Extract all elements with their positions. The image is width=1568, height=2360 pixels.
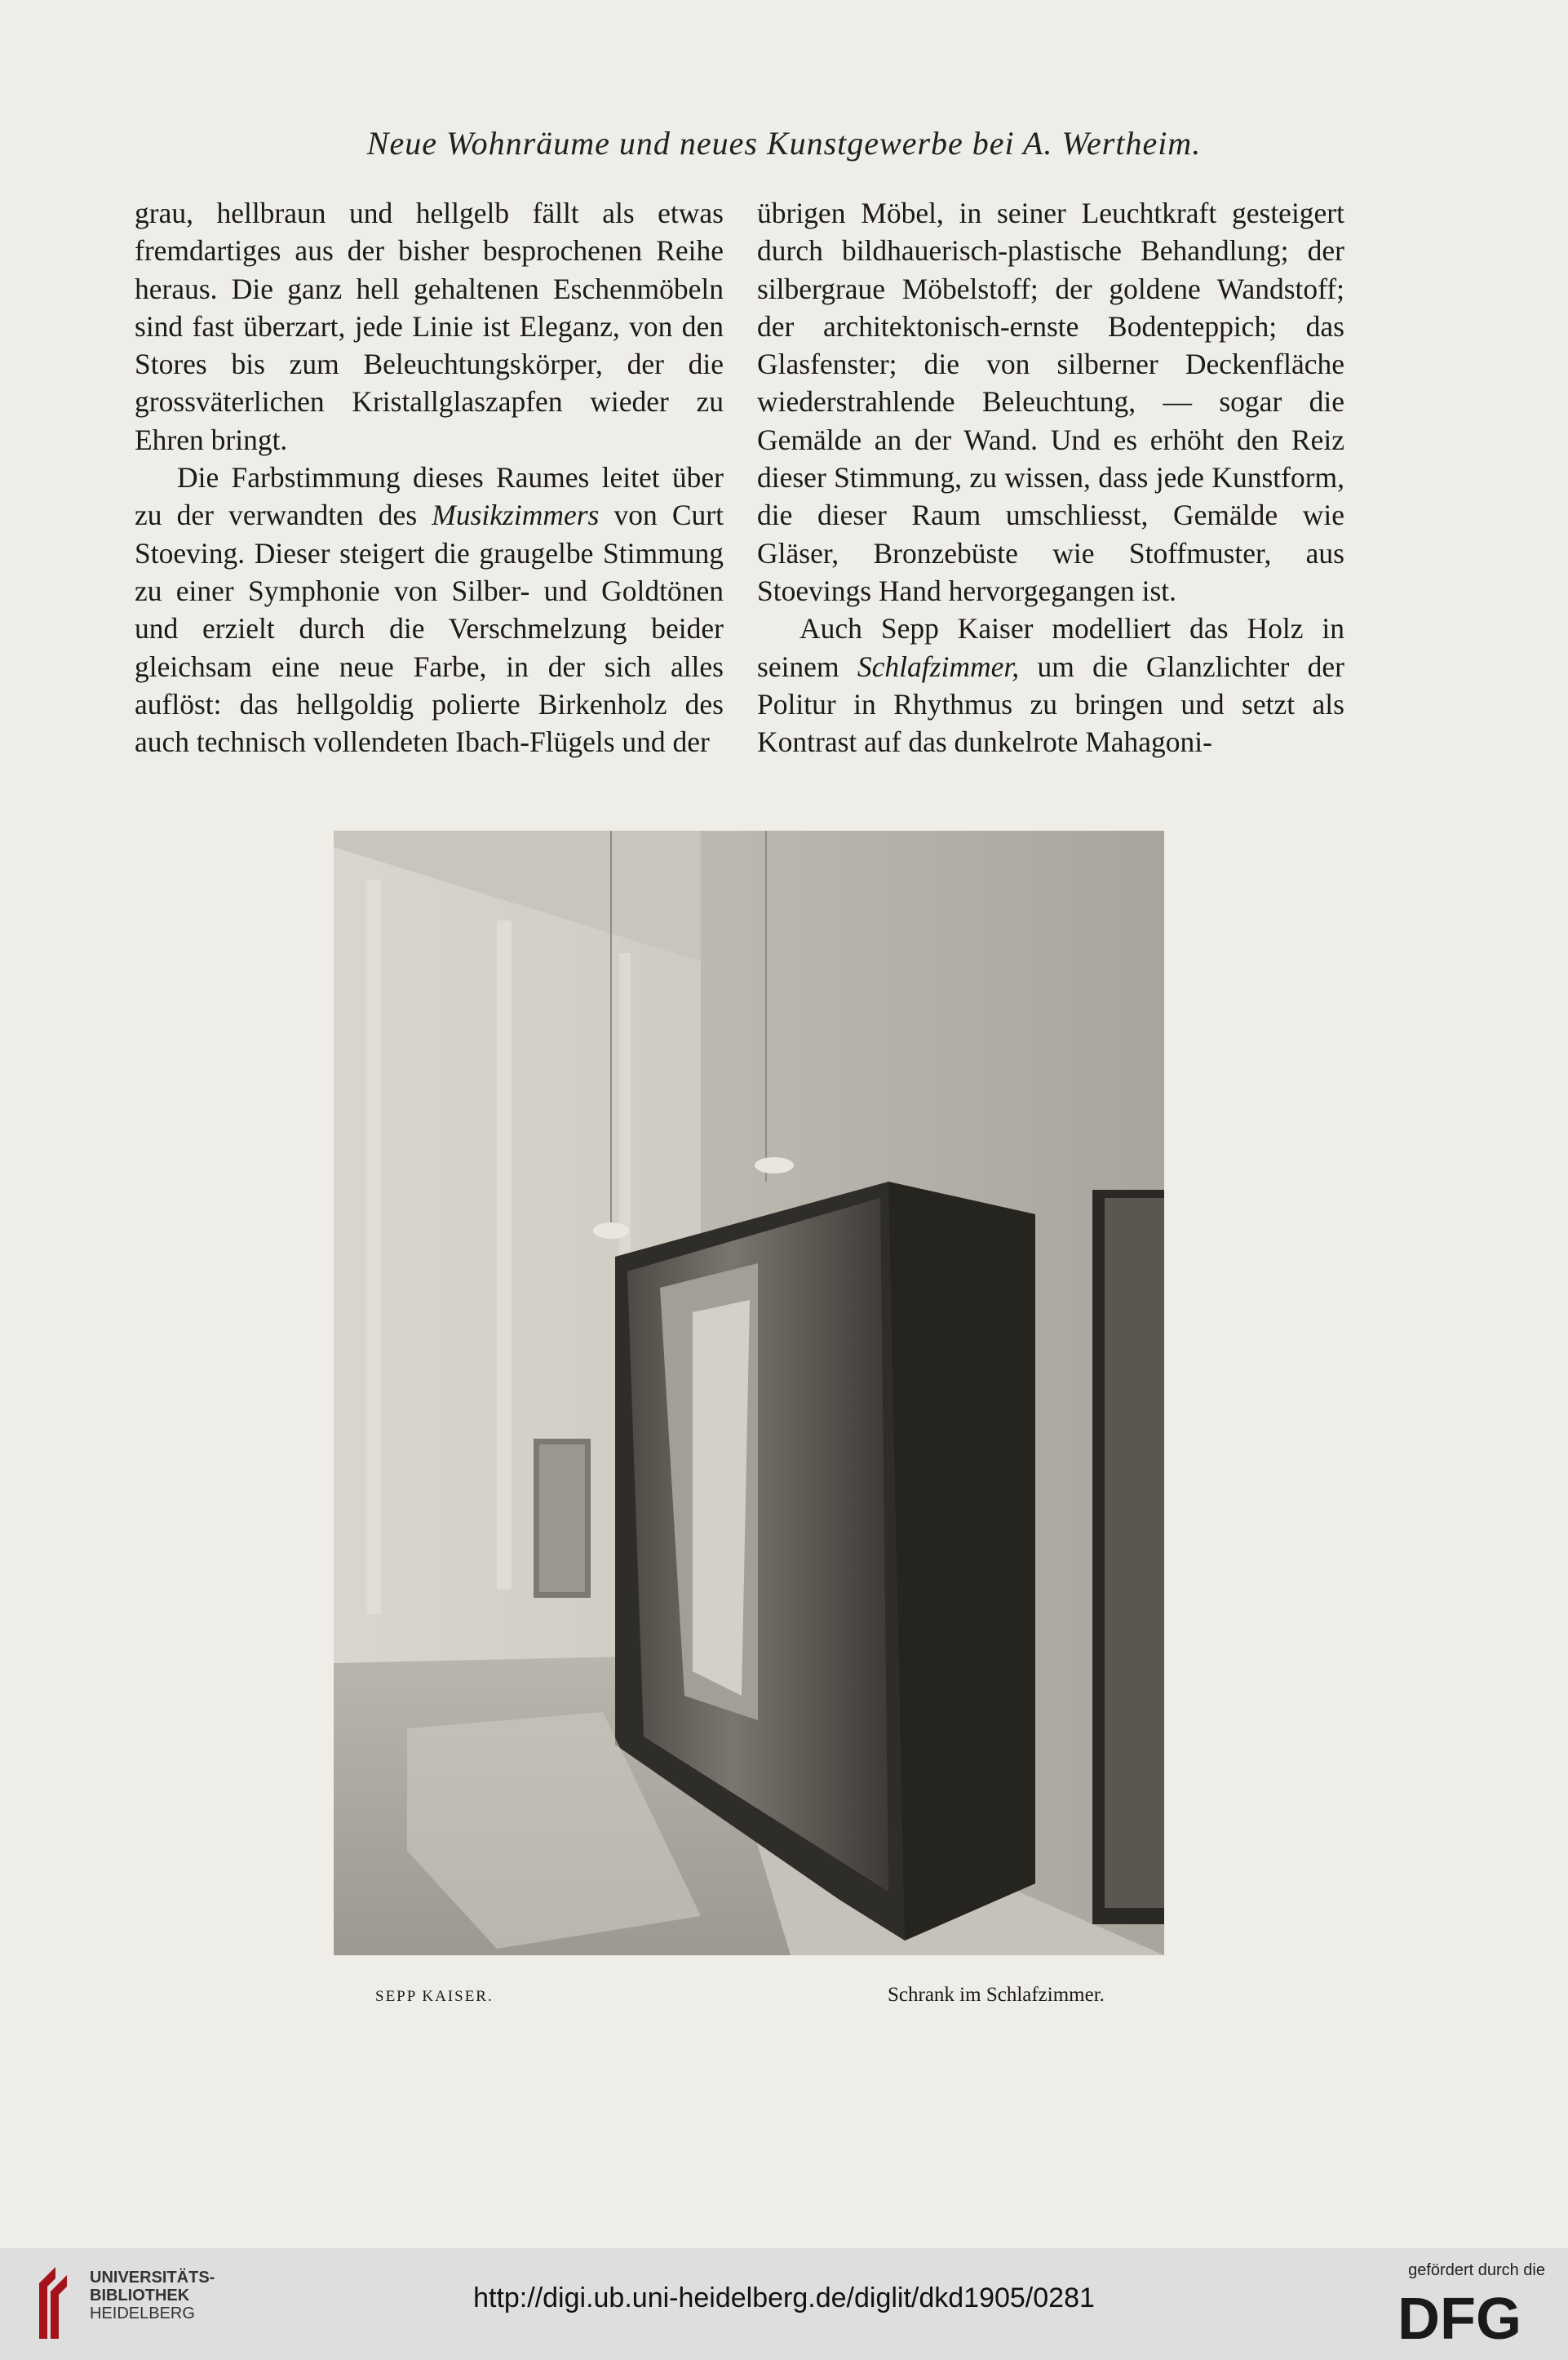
photo-credit: SEPP KAISER. [375,1988,494,2005]
paragraph: grau, hellbraun und hellgelb fällt als etwas fremdartiges aus der bisher besprochenen Reihe heraus. Die ganz hell gehaltenen Eschenmöbeln sind fast überzart, jede Linie ist Eleganz, von den Stores bis zum Beleuchtungskörper, der die grossväterlichen Kristallglaszapfen wieder zu Ehren bringt. [135,197,724,456]
photo-illustration [334,831,1164,1955]
dfg-logo-icon [1397,2291,1548,2345]
photo-caption: Schrank im Schlafzimmer. [888,1984,1105,2006]
text-column-right [757,194,1344,761]
photograph-wardrobe [334,831,1164,1955]
paragraph: übrigen Möbel, in seiner Leuchtkraft gesteigert durch bildhauerisch-plastische Behandlung; der silbergraue Möbelstoff; der goldene Wandstoff; der architektonisch-ernste Bodenteppich; das Glasfenster; die von silberner Deckenfläche wiederstrahlende Beleuchtung, — sogar die Gemälde an der Wand. Und es erhöht den Reiz dieser Stimmung, zu wissen, dass jede Kunstform, die dieser Raum umschliesst, Gemälde wie Gläser, Bronzebüste wie Stoffmuster, aus Stoevings Hand hervorgegangen ist. [757,197,1344,607]
text-column-left [135,194,724,761]
running-head: Neue Wohnräume und neues Kunstgewerbe bei A. Wertheim. [366,125,1202,162]
funding-note: gefördert durch die [1408,2261,1545,2279]
emphasis: Musikzimmers [432,499,600,532]
permalink-url[interactable]: http://digi.ub.uni-heidelberg.de/diglit/dkd1905/0281 [473,2282,1095,2313]
institution-name: UNIVERSITÄTS- BIBLIOTHEK HEIDELBERG [90,2269,215,2322]
paragraph: Die Farbstimmung dieses Raumes leitet über zu der verwandten des Musikzimmers von Curt Stoeving. Dieser steigert die graugelbe Stimmung zu einer Symphonie von Silber- und Goldtönen und erzielt durch die Verschmelzung beider gleichsam eine neue Farbe, in der sich alles auflöst: das hellgoldig polierte Birkenholz des auch technisch vollendeten Ibach-Flügels und der [135,461,724,759]
paragraph: Auch Sepp Kaiser modelliert das Holz in seinem Schlafzimmer, um die Glanzlichter der Politur in Rhythmus zu bringen und setzt als Kontrast auf das dunkelrote Mahagoni- [757,612,1344,759]
emphasis: Schlafzimmer, [857,650,1020,683]
svg-text:DFG: DFG [1397,2291,1521,2345]
